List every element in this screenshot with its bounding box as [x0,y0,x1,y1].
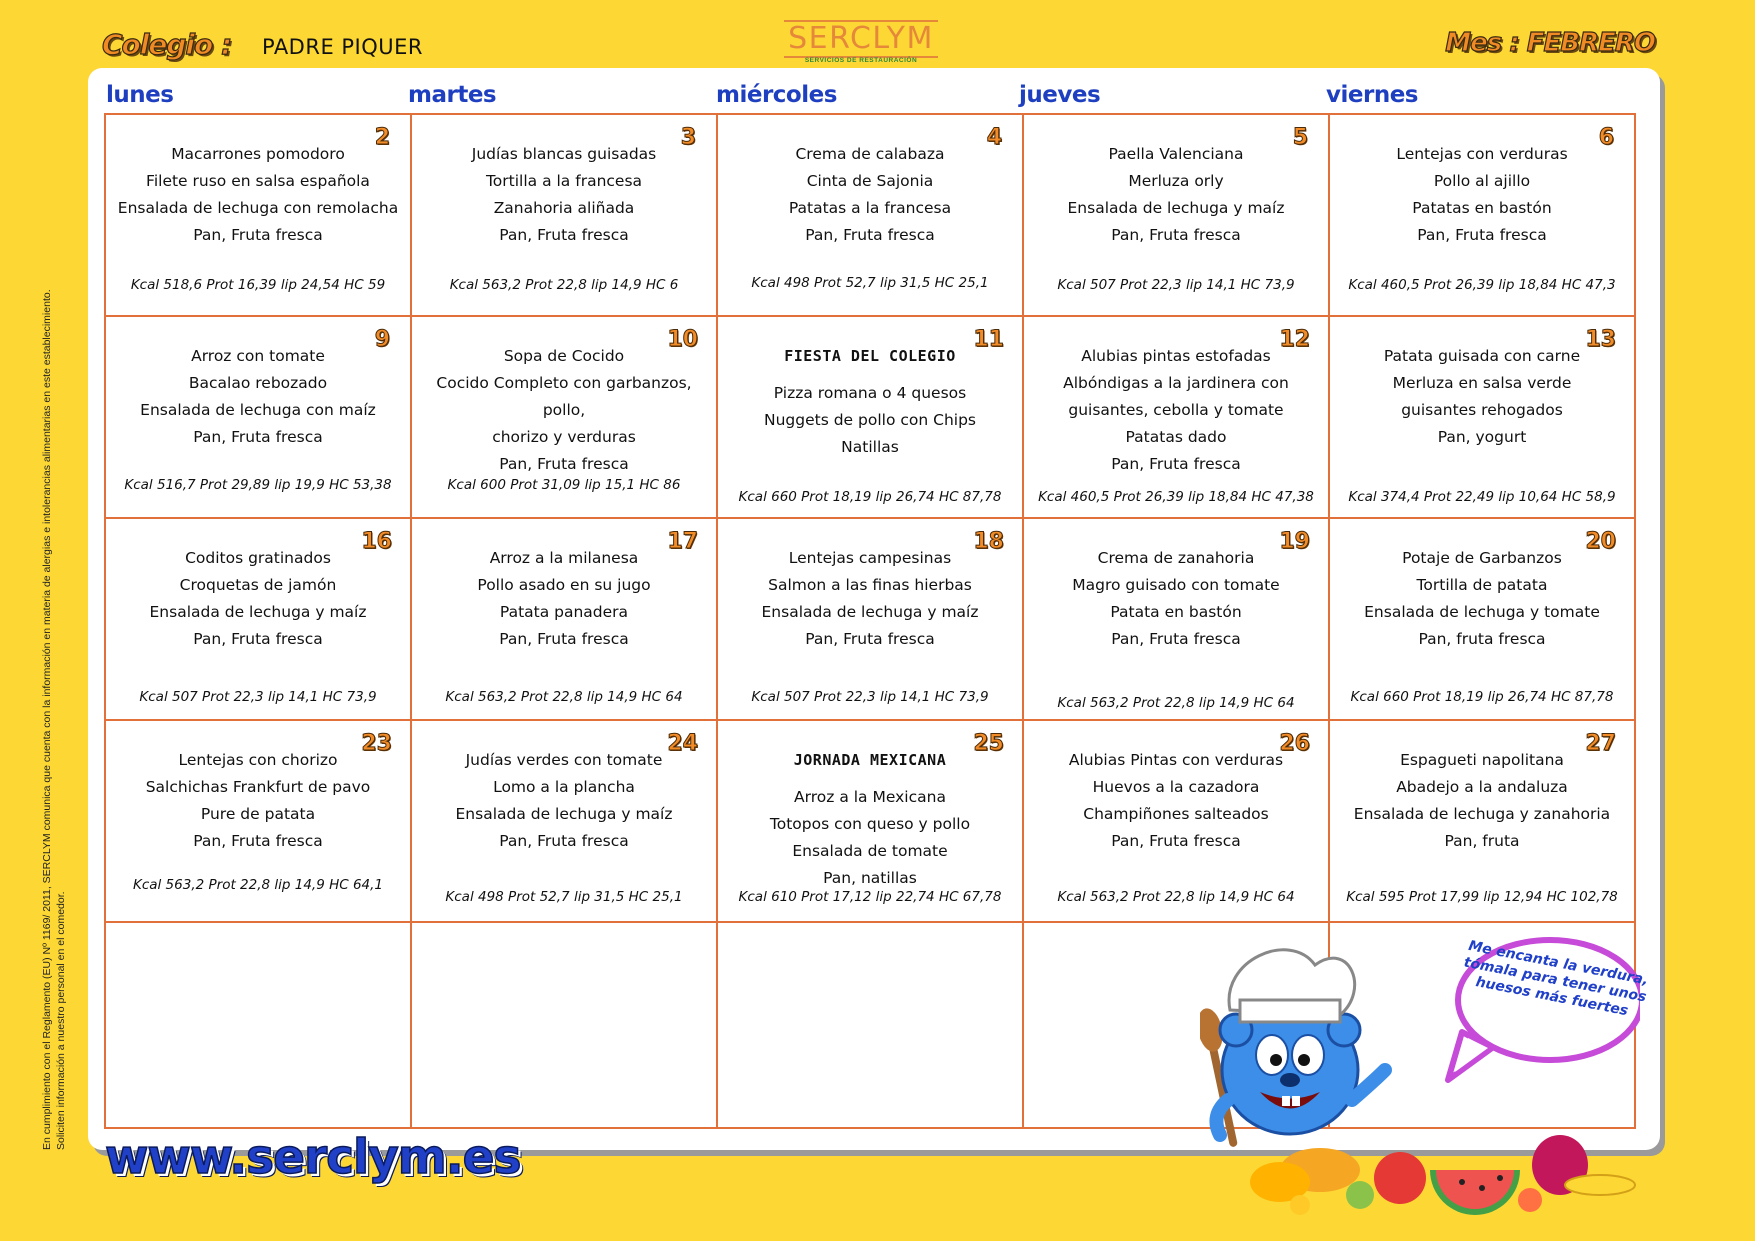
dish-item: Natillas [841,438,899,456]
day-number: 27 [1585,731,1616,756]
day-number: 25 [973,731,1004,756]
nutrition-info: Kcal 460,5 Prot 26,39 lip 18,84 HC 47,38 [1038,489,1314,505]
day-header-martes: martes [408,82,497,108]
day-cell [717,114,1023,316]
allergen-notice-line-1: En cumplimiento con el Reglamento (EU) Nº 1169/ 2011, SERCLYM comunica que cuenta con la información en materia de alergias e intolerancias alimentarias en este establecimiento. [41,289,53,1150]
special-event-title: FIESTA DEL COLEGIO [784,347,956,365]
dish-list [1336,343,1628,451]
day-cell-content [718,115,1022,315]
dish-item: Pan, Fruta fresca [193,630,323,648]
day-number: 6 [1598,125,1614,150]
day-cell [1023,720,1329,922]
dish-item: Pan, yogurt [1437,428,1527,446]
dish-item: Pollo al ajillo [1433,172,1531,190]
day-cell [1023,518,1329,720]
day-number: 23 [361,731,392,756]
dish-item: Ensalada de lechuga y maíz [455,805,673,823]
dish-item: Cocido Completo con garbanzos, pollo, [436,374,692,419]
dish-item: Ensalada de lechuga y zanahoria [1353,805,1611,823]
day-number: 19 [1279,529,1310,554]
day-number: 18 [973,529,1004,554]
dish-item: Potaje de Garbanzos [1402,549,1562,567]
day-header-jueves: jueves [1019,82,1101,108]
dish-list [1336,747,1628,855]
dish-list [418,545,710,653]
dish-item: Ensalada de lechuga y maíz [761,603,979,621]
dish-item: Pan, Fruta fresca [1111,630,1241,648]
dish-item: Patatas a la francesa [788,199,952,217]
dish-list [112,747,404,855]
dish-item: Pan, natillas [823,869,917,887]
day-cell-content [412,317,716,517]
dish-item: Ensalada de lechuga con maíz [140,401,376,419]
day-cell-content [1330,721,1634,921]
day-cell [1329,720,1635,922]
day-number: 26 [1279,731,1310,756]
dish-list [418,747,710,855]
dish-item: Coditos gratinados [185,549,331,567]
day-cell-content [412,519,716,719]
day-cell [105,518,411,720]
week-row [105,518,1635,720]
dish-item: chorizo y verduras [492,428,636,446]
day-cell-content [718,721,1022,921]
dish-item: Salchichas Frankfurt de pavo [145,778,371,796]
nutrition-info: Kcal 563,2 Prot 22,8 lip 14,9 HC 64 [1057,889,1295,905]
dish-list [1030,747,1322,855]
day-header-lunes: lunes [106,82,174,108]
day-cell [1023,316,1329,518]
dish-item: Pan, Fruta fresca [193,226,323,244]
day-number: 16 [361,529,392,554]
day-cell-content [412,721,716,921]
nutrition-info: Kcal 460,5 Prot 26,39 lip 18,84 HC 47,3 [1348,277,1616,293]
dish-item: Tortilla a la francesa [485,172,643,190]
day-cell-content [718,317,1022,517]
dish-item: Cinta de Sajonia [806,172,934,190]
day-cell [411,518,717,720]
day-cell-content [1330,317,1634,517]
dish-item: Arroz a la Mexicana [794,788,946,806]
day-cell-content [106,519,410,719]
dish-item: Judías blancas guisadas [471,145,657,163]
nutrition-info: Kcal 600 Prot 31,09 lip 15,1 HC 86 [447,477,681,493]
school-name: PADRE PIQUER [262,35,424,59]
nutrition-info: Kcal 563,2 Prot 22,8 lip 14,9 HC 64 [445,689,683,705]
week-row [105,316,1635,518]
day-number: 11 [973,327,1004,352]
nutrition-info: Kcal 660 Prot 18,19 lip 26,74 HC 87,78 [1350,689,1614,705]
day-cell [1329,114,1635,316]
dish-list [724,747,1016,892]
nutrition-info: Kcal 507 Prot 22,3 lip 14,1 HC 73,9 [139,689,377,705]
dish-list [112,545,404,653]
dish-item: Crema de calabaza [795,145,945,163]
month-label: Mes : FEBRERO [1445,28,1655,58]
day-number: 12 [1279,327,1310,352]
day-cell-content [1330,519,1634,719]
dish-item: Pan, Fruta fresca [499,832,629,850]
dish-item: Totopos con queso y pollo [769,815,971,833]
nutrition-info: Kcal 498 Prot 52,7 lip 31,5 HC 25,1 [445,889,683,905]
empty-day-cell [717,922,1023,1128]
dish-list [724,343,1016,461]
dish-item: Macarrones pomodoro [171,145,345,163]
day-number: 24 [667,731,698,756]
dish-item: Alubias Pintas con verduras [1068,751,1284,769]
day-number: 10 [667,327,698,352]
dish-item: Pan, fruta [1444,832,1520,850]
dish-item: Ensalada de lechuga y tomate [1364,603,1600,621]
nutrition-info: Kcal 498 Prot 52,7 lip 31,5 HC 25,1 [751,275,989,291]
nutrition-info: Kcal 660 Prot 18,19 lip 26,74 HC 87,78 [738,489,1002,505]
dish-item: Pan, Fruta fresca [499,226,629,244]
nutrition-info: Kcal 610 Prot 17,12 lip 22,74 HC 67,78 [738,889,1002,905]
nutrition-info: Kcal 563,2 Prot 22,8 lip 14,9 HC 64,1 [132,877,384,893]
dish-item: Pan, Fruta fresca [1111,832,1241,850]
dish-list [1336,141,1628,249]
dish-list [418,343,710,478]
special-event-title: JORNADA MEXICANA [793,751,947,769]
dish-item: Pan, Fruta fresca [805,226,935,244]
dish-list [724,141,1016,249]
dish-item: Espagueti napolitana [1400,751,1564,769]
day-header-viernes: viernes [1326,82,1418,108]
dish-item: Pure de patata [200,805,316,823]
dish-item: Arroz con tomate [191,347,325,365]
dish-item: Pan, Fruta fresca [193,428,323,446]
dish-item: Bacalao rebozado [188,374,328,392]
day-cell-content [1024,317,1328,517]
dish-item: Magro guisado con tomate [1072,576,1280,594]
dish-item: Salmon a las finas hierbas [768,576,972,594]
day-cell-content [1330,115,1634,315]
dish-list [112,141,404,249]
day-number: 5 [1292,125,1308,150]
week-row [105,720,1635,922]
day-cell [1329,518,1635,720]
dish-item: Ensalada de tomate [792,842,948,860]
logo-name: SERCLYM [788,21,934,56]
dish-item: Ensalada de lechuga y maíz [1067,199,1285,217]
dish-item: Pollo asado en su jugo [477,576,651,594]
dish-item: Pan, Fruta fresca [499,630,629,648]
dish-list [418,141,710,249]
empty-day-cell [411,922,717,1128]
nutrition-info: Kcal 595 Prot 17,99 lip 12,94 HC 102,78 [1346,889,1618,905]
day-cell [717,720,1023,922]
nutrition-info: Kcal 516,7 Prot 29,89 lip 19,9 HC 53,38 [124,477,392,493]
day-number: 17 [667,529,698,554]
dish-item: Huevos a la cazadora [1092,778,1260,796]
serclym-logo [782,20,940,64]
day-number: 3 [680,125,696,150]
day-number: 13 [1585,327,1616,352]
dish-item: Pan, Fruta fresca [193,832,323,850]
day-cell-content [106,721,410,921]
day-cell [1329,316,1635,518]
day-cell [411,316,717,518]
nutrition-info: Kcal 374,4 Prot 22,49 lip 10,64 HC 58,9 [1348,489,1616,505]
dish-item: Crema de zanahoria [1097,549,1255,567]
dish-item: Judías verdes con tomate [465,751,663,769]
dish-item: Arroz a la milanesa [489,549,639,567]
nutrition-info: Kcal 563,2 Prot 22,8 lip 14,9 HC 64 [1057,695,1295,711]
dish-item: Pan, Fruta fresca [1111,455,1241,473]
dish-item: Pan, Fruta fresca [1111,226,1241,244]
website-url[interactable]: www.serclym.es [105,1130,521,1185]
allergen-notice [40,70,68,1150]
dish-item: Filete ruso en salsa española [146,172,370,190]
day-cell-content [1024,519,1328,719]
day-cell [411,720,717,922]
nutrition-info: Kcal 507 Prot 22,3 lip 14,1 HC 73,9 [751,689,989,705]
day-cell [1023,114,1329,316]
dish-item: Patatas en bastón [1412,199,1552,217]
day-cell [105,114,411,316]
dish-item: Patata en bastón [1110,603,1242,621]
week-row [105,114,1635,316]
dish-item: Alubias pintas estofadas [1081,347,1271,365]
day-number: 4 [986,125,1002,150]
day-number: 2 [374,125,390,150]
speech-bubble-text: Me encanta la verdura, tómala para tener unos huesos más fuertes [1462,938,1650,1020]
dish-item: Nuggets de pollo con Chips [764,411,976,429]
dish-item: Pan, Fruta fresca [805,630,935,648]
dish-item: Lentejas con chorizo [178,751,338,769]
dish-list [1030,545,1322,653]
day-number: 9 [374,327,390,352]
dish-list [1030,343,1322,478]
dish-item: Lentejas con verduras [1396,145,1568,163]
dish-item: Ensalada de lechuga con remolacha [117,199,399,217]
dish-item: Merluza en salsa verde [1392,374,1572,392]
dish-item: Pizza romana o 4 quesos [773,384,967,402]
dish-item: Patatas dado [1125,428,1227,446]
dish-item: Ensalada de lechuga y maíz [149,603,367,621]
day-cell-content [106,115,410,315]
dish-item: Lomo a la plancha [493,778,635,796]
allergen-notice-line-2: Soliciten información a nuestro personal en el comedor. [55,891,67,1150]
dish-item: Tortilla de patata [1416,576,1548,594]
dish-list [724,545,1016,653]
dish-item: Lentejas campesinas [788,549,952,567]
colegio-label: Colegio : [102,28,232,61]
dish-item: Champiñones salteados [1083,805,1269,823]
day-cell-content [1024,721,1328,921]
dish-item: Pan, Fruta fresca [499,455,629,473]
nutrition-info: Kcal 518,6 Prot 16,39 lip 24,54 HC 59 [130,277,386,293]
dish-list [1336,545,1628,653]
day-cell [105,316,411,518]
dish-item: guisantes rehogados [1401,401,1563,419]
day-cell [411,114,717,316]
dish-item: Sopa de Cocido [503,347,625,365]
dish-item: Pan, Fruta fresca [1417,226,1547,244]
day-cell-content [718,519,1022,719]
day-header-miercoles: miércoles [716,82,837,108]
dish-item: Paella Valenciana [1108,145,1244,163]
dish-item: Merluza orly [1128,172,1224,190]
day-cell-content [412,115,716,315]
dish-item: Abadejo a la andaluza [1396,778,1568,796]
dish-item: Patata panadera [499,603,629,621]
nutrition-info: Kcal 507 Prot 22,3 lip 14,1 HC 73,9 [1057,277,1295,293]
dish-item: Patata guisada con carne [1383,347,1581,365]
dish-list [112,343,404,451]
dish-item: guisantes, cebolla y tomate [1068,401,1284,419]
day-cell-content [106,317,410,517]
day-cell-content [1024,115,1328,315]
dish-item: Croquetas de jamón [179,576,337,594]
day-number: 20 [1585,529,1616,554]
day-cell [105,720,411,922]
dish-item: Albóndigas a la jardinera con [1063,374,1289,392]
nutrition-info: Kcal 563,2 Prot 22,8 lip 14,9 HC 6 [449,277,679,293]
dish-item: Zanahoria aliñada [493,199,635,217]
dish-list [1030,141,1322,249]
day-cell [717,316,1023,518]
dish-item: Pan, fruta fresca [1418,630,1546,648]
day-cell [717,518,1023,720]
empty-day-cell [105,922,411,1128]
logo-subtitle: SERVICIOS DE RESTAURACIÓN [804,57,918,64]
